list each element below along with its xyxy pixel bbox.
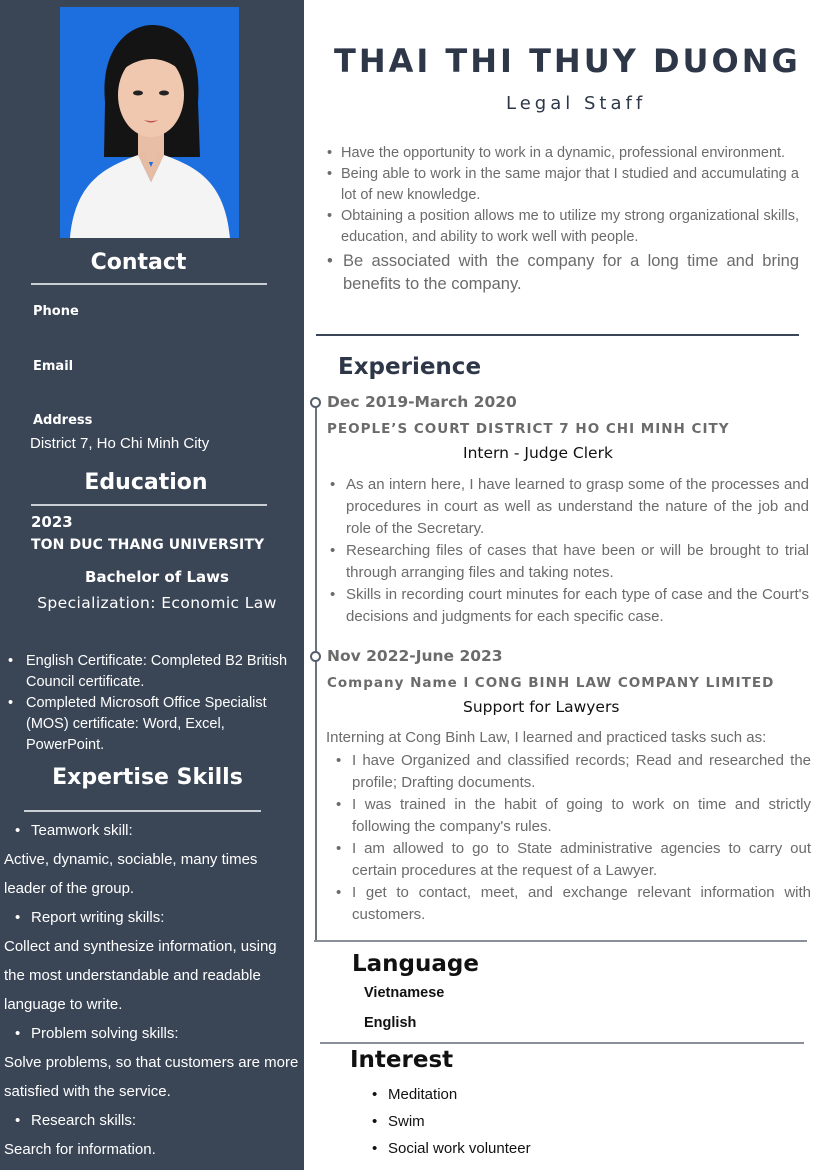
language-heading: Language (352, 951, 479, 977)
skill-description: Collect and synthesize information, using the most understandable and readable language to write. (4, 938, 277, 1013)
duty-item: • I have Organized and classified records; Read and researched the profile; Drafting documents. (352, 750, 811, 794)
duty-item: • As an intern here, I have learned to grasp some of the processes and procedures in court as well as understand the nature of the job and role of the Secretary. (346, 474, 809, 540)
interest-item: • Meditation (388, 1081, 531, 1108)
language-item: English (364, 1015, 417, 1031)
skill-title: • Teamwork skill: (4, 816, 300, 845)
duty-item: • I am allowed to go to State administrative agencies to carry out certain procedures at the request of a Lawyer. (352, 838, 811, 882)
certificate-list (26, 651, 296, 756)
skill-description: Search for information. (4, 1141, 156, 1158)
skills-list (4, 816, 300, 1164)
education-year: 2023 (31, 513, 73, 531)
job-position: Intern - Judge Clerk (463, 444, 613, 462)
objectives-list (341, 143, 799, 296)
phone-label: Phone (33, 304, 79, 319)
job-company: PEOPLE’S COURT DISTRICT 7 HO CHI MINH CITY (327, 421, 730, 437)
duty-item: • Skills in recording court minutes for each type of case and the Court's decisions and judgments for each specific case. (346, 584, 809, 628)
skill-title: • Research skills: (4, 1106, 300, 1135)
interest-heading: Interest (350, 1047, 454, 1073)
certificate-item: • Completed Microsoft Office Specialist (MOS) certificate: Word, Excel, PowerPoint. (26, 693, 296, 756)
skill-title: • Problem solving skills: (4, 1019, 300, 1048)
email-label: Email (33, 359, 74, 374)
education-heading: Education (84, 470, 208, 495)
education-school: TON DUC THANG UNIVERSITY (31, 537, 265, 553)
objective-item: • Have the opportunity to work in a dynamic, professional environment. (341, 143, 799, 164)
job-company: Company Name l CONG BINH LAW COMPANY LIMITED (327, 675, 775, 691)
job-intro: Interning at Cong Binh Law, I learned and practiced tasks such as: (326, 729, 767, 746)
skill-title: • Report writing skills: (4, 903, 300, 932)
job-duties (352, 750, 811, 926)
sidebar (0, 0, 304, 1170)
objective-item: • Obtaining a position allows me to utilize my strong organizational skills, education, and ability to work well with people. (341, 206, 799, 248)
education-specialization: Specialization: Economic Law (37, 594, 277, 612)
job-position: Support for Lawyers (463, 698, 620, 716)
interest-list (388, 1081, 531, 1162)
skills-divider (24, 810, 261, 812)
objectives-divider (316, 334, 799, 336)
interest-item: • Swim (388, 1108, 531, 1135)
timeline-dot (310, 397, 321, 408)
interest-item: • Social work volunteer (388, 1135, 531, 1162)
language-divider (320, 1042, 804, 1044)
education-degree: Bachelor of Laws (85, 568, 229, 586)
skills-heading: Expertise Skills (52, 765, 243, 790)
address-label: Address (33, 413, 93, 428)
experience-timeline (315, 400, 317, 940)
certificate-item: • English Certificate: Completed B2 British Council certificate. (26, 651, 296, 693)
duty-item: • I was trained in the habit of going to work on time and strictly following the company's rules. (352, 794, 811, 838)
job-duties (346, 474, 809, 628)
timeline-dot (310, 651, 321, 662)
candidate-name: THAI THI THUY DUONG (334, 42, 801, 80)
job-date: Nov 2022-June 2023 (327, 647, 503, 665)
objective-item: • Being able to work in the same major that I studied and accumulating a lot of new knowledge. (341, 164, 799, 206)
objective-item: • Be associated with the company for a long time and bring benefits to the company. (341, 250, 799, 296)
education-divider (31, 504, 267, 506)
experience-heading: Experience (338, 354, 482, 380)
duty-item: • Researching files of cases that have been or will be brought to trial through arranging files and taking notes. (346, 540, 809, 584)
skill-description: Solve problems, so that customers are more satisfied with the service. (4, 1054, 299, 1100)
candidate-role: Legal Staff (506, 93, 647, 114)
profile-photo (60, 7, 239, 238)
skill-description: Active, dynamic, sociable, many times leader of the group. (4, 851, 258, 897)
contact-heading: Contact (90, 250, 187, 275)
experience-divider (314, 940, 807, 942)
address-value: District 7, Ho Chi Minh City (30, 435, 210, 452)
job-date: Dec 2019-March 2020 (327, 393, 517, 411)
contact-divider (31, 283, 267, 285)
duty-item: • I get to contact, meet, and exchange relevant information with customers. (352, 882, 811, 926)
language-item: Vietnamese (364, 985, 445, 1001)
